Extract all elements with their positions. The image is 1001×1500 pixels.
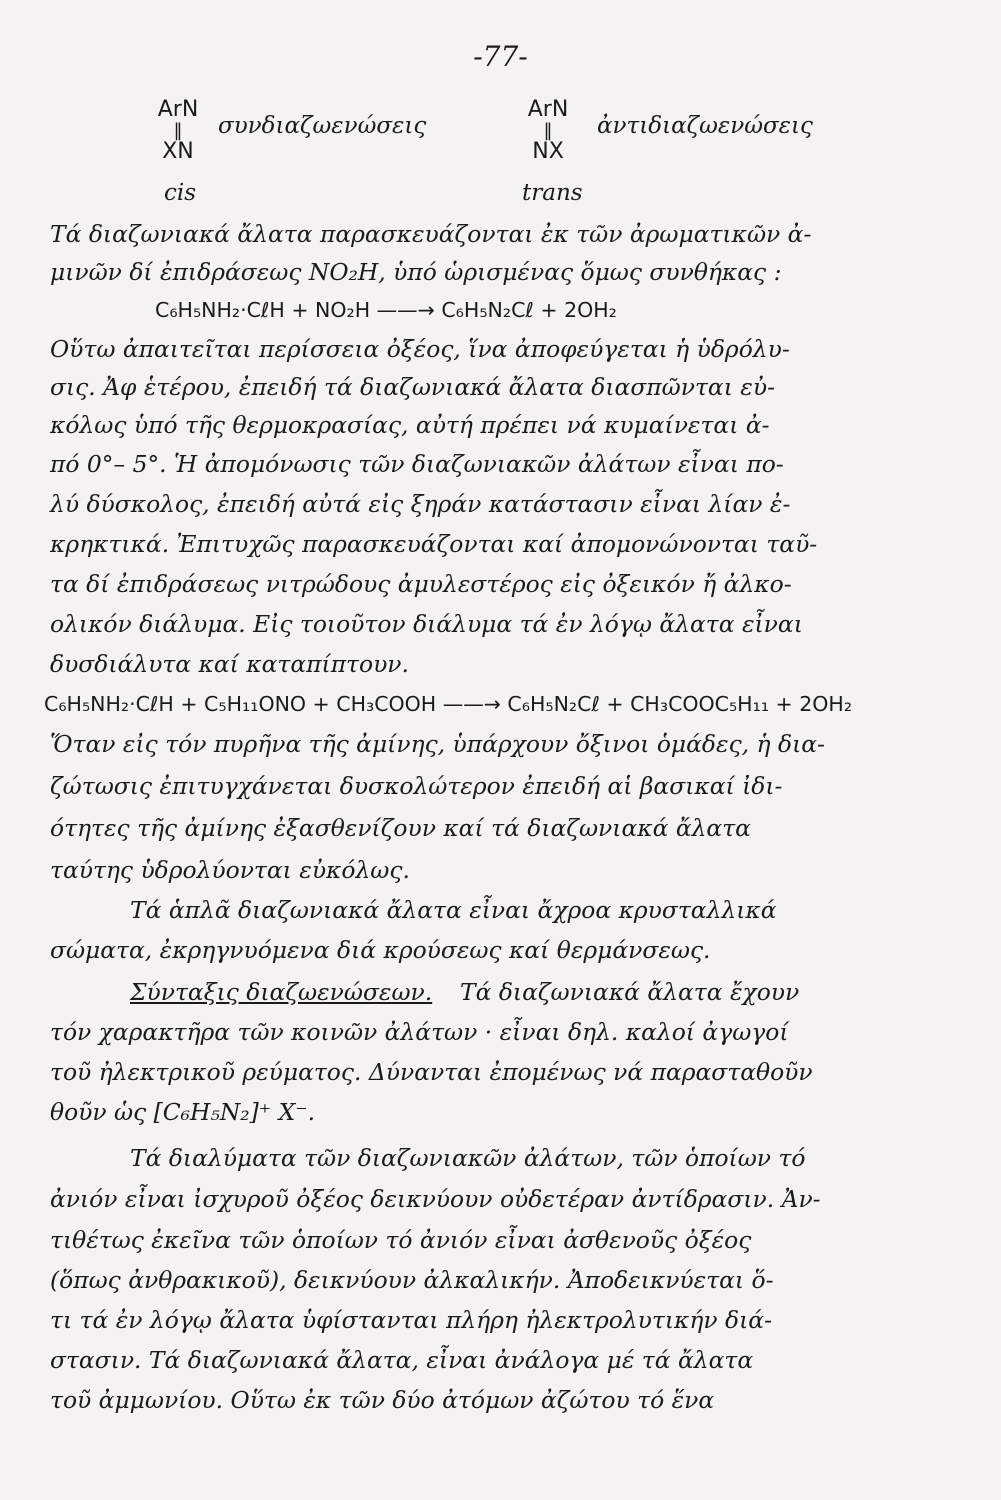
cis-label: συνδιαζωενώσεις	[218, 113, 427, 139]
text-line-24: τιθέτως ἐκεῖνα τῶν ὁποίων τό ἀνιόν εἶναι ἀσθενοῦς ὀξέος	[50, 1226, 752, 1254]
section-heading	[130, 978, 450, 1006]
equation-2: C₆H₅NH₂·CℓH + C₅H₁₁ONO + CH₃COOH ——→ C₆H₅N₂Cℓ + CH₃COOC₅H₁₁ + 2OH₂	[44, 692, 853, 716]
text-line-25: (ὅπως ἀνθρακικοῦ), δεικνύουν ἀλκαλικήν. Ἀποδεικνύεται ὅ-	[50, 1266, 774, 1294]
cis-formula-bond: ‖	[173, 120, 183, 141]
trans-formula-top: ArN	[527, 97, 569, 122]
text-line-15: ταύτης ὑδρολύονται εὐκόλως.	[50, 856, 410, 884]
page-number: -77-	[473, 40, 528, 73]
text-line-3: Οὕτω ἀπαιτεῖται περίσσεια ὀξέος, ἵνα ἀποφεύγεται ἡ ὑδρόλυ-	[50, 335, 790, 363]
text-line-8: κρηκτικά. Ἐπιτυχῶς παρασκευάζονται καί ἀπομονώνονται ταῦ-	[50, 530, 818, 558]
text-line-10: ολικόν διάλυμα. Εἰς τοιοῦτον διάλυμα τά ἐν λόγῳ ἄλατα εἶναι	[50, 610, 803, 638]
text-line-20: τοῦ ἠλεκτρικοῦ ρεύματος. Δύνανται ἐπομένως νά παρασταθοῦν	[50, 1058, 813, 1086]
text-line-26: τι τά ἐν λόγῳ ἄλατα ὑφίστανται πλήρη ἠλεκτρολυτικήν διά-	[50, 1306, 772, 1334]
trans-tag: trans	[522, 180, 583, 206]
text-line-7: λύ δύσκολος, ἐπειδή αὐτά εἰς ξηράν κατάστασιν εἶναι λίαν ἐ-	[50, 490, 791, 518]
text-line-9: τα δί ἐπιδράσεως νιτρώδους ἀμυλεστέρος εἰς ὀξεικόν ἤ ἀλκο-	[50, 570, 792, 598]
text-line-13: ζώτωσις ἐπιτυγχάνεται δυσκολώτερον ἐπειδή αἱ βασικαί ἰδι-	[50, 772, 783, 800]
text-line-2: μινῶν δί ἐπιδράσεως NO₂H, ὑπό ὡρισμένας ὅμως συνθήκας :	[50, 258, 782, 286]
text-line-4: σις. Ἀφ ἑτέρου, ἐπειδή τά διαζωνιακά ἄλατα διασπῶνται εὐ-	[50, 373, 775, 401]
trans-diazo-formula	[508, 96, 588, 166]
trans-label: ἀντιδιαζωενώσεις	[597, 113, 813, 139]
text-line-12: Ὅταν εἰς τόν πυρῆνα τῆς ἀμίνης, ὑπάρχουν ὄξινοι ὁμάδες, ἡ δια-	[50, 730, 825, 758]
text-line-11: δυσδιάλυτα καί καταπίπτουν.	[50, 650, 409, 678]
text-line-6: πό 0°– 5°. Ἡ ἀπομόνωσις τῶν διαζωνιακῶν ἀλάτων εἶναι πο-	[50, 450, 784, 478]
section-heading-text: Σύνταξις διαζωενώσεων.	[130, 978, 433, 1006]
text-line-17: σώματα, ἐκρηγνυόμενα διά κρούσεως καί θερμάνσεως.	[50, 936, 711, 964]
cis-formula-top: ArN	[157, 97, 199, 122]
cis-formula-bottom: XN	[162, 139, 194, 164]
cis-tag: cis	[164, 180, 197, 206]
cis-diazo-formula	[138, 96, 218, 166]
text-line-27: στασιν. Τά διαζωνιακά ἄλατα, εἶναι ἀνάλογα μέ τά ἄλατα	[50, 1346, 754, 1374]
text-line-21: θοῦν ὡς [C₆H₅N₂]⁺ X⁻.	[50, 1098, 316, 1126]
text-line-22: Τά διαλύματα τῶν διαζωνιακῶν ἀλάτων, τῶν ὁποίων τό	[130, 1144, 806, 1172]
equation-1: C₆H₅NH₂·CℓH + NO₂H ——→ C₆H₅N₂Cℓ + 2OH₂	[155, 298, 617, 322]
trans-formula-bond: ‖	[543, 120, 553, 141]
text-line-19: τόν χαρακτῆρα τῶν κοινῶν ἀλάτων · εἶναι δηλ. καλοί ἀγωγοί	[50, 1018, 789, 1046]
text-line-28: τοῦ ἀμμωνίου. Οὕτω ἐκ τῶν δύο ἀτόμων ἀζώτου τό ἕνα	[50, 1386, 715, 1414]
text-line-14: ότητες τῆς ἀμίνης ἐξασθενίζουν καί τά διαζωνιακά ἄλατα	[50, 814, 751, 842]
text-line-18: Τά διαζωνιακά ἄλατα ἔχουν	[460, 978, 800, 1006]
text-line-5: κόλως ὑπό τῆς θερμοκρασίας, αὐτή πρέπει νά κυμαίνεται ἀ-	[50, 411, 770, 439]
trans-formula-bottom: NX	[532, 139, 564, 164]
text-line-16: Τά ἁπλᾶ διαζωνιακά ἄλατα εἶναι ἄχροα κρυσταλλικά	[130, 896, 777, 924]
text-line-1: Τά διαζωνιακά ἄλατα παρασκευάζονται ἐκ τῶν ἀρωματικῶν ἀ-	[50, 220, 812, 248]
text-line-23: ἀνιόν εἶναι ἰσχυροῦ ὀξέος δεικνύουν οὐδετέραν ἀντίδρασιν. Ἀν-	[50, 1185, 821, 1213]
